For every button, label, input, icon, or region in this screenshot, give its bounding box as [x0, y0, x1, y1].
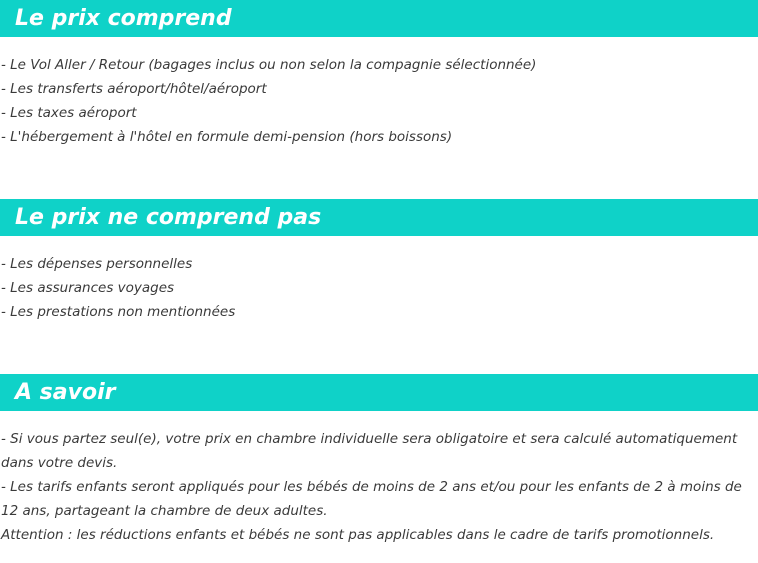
list-item: - Les prestations non mentionnées: [1, 304, 236, 320]
section-title-not-included: Le prix ne comprend pas: [0, 199, 758, 236]
section-title-good-to-know: A savoir: [0, 374, 758, 411]
list-item: Attention : les réductions enfants et bébés ne sont pas applicables dans le cadre de tarifs promotionnels.: [1, 527, 715, 543]
list-item: - Les dépenses personnelles: [1, 256, 193, 272]
list-item: - Si vous partez seul(e), votre prix en chambre individuelle sera obligatoire et sera calculé automatiquement dans votre devis.: [1, 431, 738, 471]
list-item: - Les transferts aéroport/hôtel/aéroport: [1, 81, 267, 97]
list-item: - Les tarifs enfants seront appliqués pour les bébés de moins de 2 ans et/ou pour les enfants de 2 à moins de 12 ans, partageant la chambre de deux adultes.: [1, 479, 742, 519]
not-included-list: [1, 252, 753, 324]
good-to-know-list: [1, 427, 753, 547]
section-title-included: Le prix comprend: [0, 0, 758, 37]
list-item: - Les taxes aéroport: [1, 105, 137, 121]
included-list: [1, 53, 753, 149]
list-item: - Les assurances voyages: [1, 280, 175, 296]
list-item: - Le Vol Aller / Retour (bagages inclus ou non selon la compagnie sélectionnée): [1, 57, 537, 73]
list-item: - L'hébergement à l'hôtel en formule demi-pension (hors boissons): [1, 129, 453, 145]
